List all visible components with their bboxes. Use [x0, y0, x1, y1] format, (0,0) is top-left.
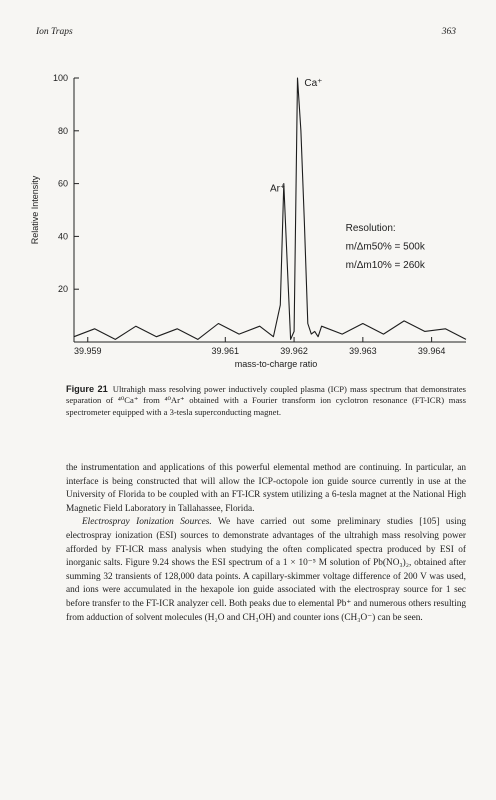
- y-tick-label: 40: [57, 231, 68, 242]
- chart-annotation: m/Δm10% = 260k: [345, 260, 425, 272]
- paragraph-2-text: We have carried out some preliminary studies [105] using electrospray ionization (ESI) sources to demonstrate advantages of the ultrahigh mass resolving power afforded by FT-ICR mass analysis when studying the often complicated spectra produced by ESI of inorganic salts. Figure 9.24 shows the ESI spectrum of a 1 × 10⁻⁵ M solution of Pb(NO₃)₂, obtained after summing 32 transients of 128,000 data points. A capillary-skimmer voltage difference of 200 V was used, and ions were accumulated in the hexapole ion guide associated with the electrospray source for 1 sec before transfer to the FT-ICR analyzer cell. Both peaks due to elemental Pb⁺ and numerous others resulting from adduction of solvent molecules (H₂O and CH₃OH) and counter ions (CH₃O⁻) can be seen.: [66, 517, 466, 623]
- x-tick-label: 39.964: [417, 346, 446, 356]
- running-head-title: Ion Traps: [36, 27, 73, 37]
- x-tick-label: 39.961: [211, 346, 240, 356]
- x-tick-label: 39.962: [280, 346, 308, 356]
- chart-annotation: Resolution:: [345, 223, 396, 235]
- x-tick-label: 39.963: [349, 346, 377, 356]
- chart-annotation: Ca⁺: [304, 77, 323, 89]
- y-tick-label: 100: [52, 73, 68, 83]
- spectrum-line: [74, 78, 466, 339]
- mass-spectrum-chart: [22, 62, 478, 378]
- x-tick-label: 39.959: [73, 346, 102, 356]
- caption-text: Ultrahigh mass resolving power inductively coupled plasma (ICP) mass spectrum that demonstrates separation of ⁴⁰Ca⁺ from ⁴⁰Ar⁺ obtained with a Fourier transform ion cyclotron resonance (FT-ICR) mass spectrometer equipped with a 3-tesla superconducting magnet.: [66, 384, 466, 417]
- y-tick-label: 60: [57, 178, 68, 189]
- paragraph-1: the instrumentation and applications of this powerful elemental method are continuing. In particular, an interface is being constructed that will allow the ICP-octopole ion guide source currently in use at the University of Florida to be coupled with an FT-ICR system utilizing a 6-tesla magnet at the National High Magnetic Field Laboratory in Tallahassee, Florida.: [66, 463, 466, 514]
- figure-caption: [66, 384, 466, 418]
- running-head: [36, 27, 456, 41]
- body-text: [66, 462, 466, 625]
- x-axis-label: mass-to-charge ratio: [234, 359, 318, 369]
- y-axis-label: Relative Intensity: [30, 175, 40, 245]
- y-tick-label: 20: [57, 284, 68, 295]
- paragraph-2: [66, 516, 466, 625]
- section-heading: Electrospray Ionization Sources.: [82, 517, 212, 528]
- y-tick-label: 80: [57, 125, 68, 136]
- chart-annotation: m/Δm50% = 500k: [345, 241, 425, 253]
- chart-annotation: Ar⁺: [270, 183, 286, 195]
- figure-label: Figure 21: [66, 384, 108, 394]
- page-number: 363: [441, 27, 456, 37]
